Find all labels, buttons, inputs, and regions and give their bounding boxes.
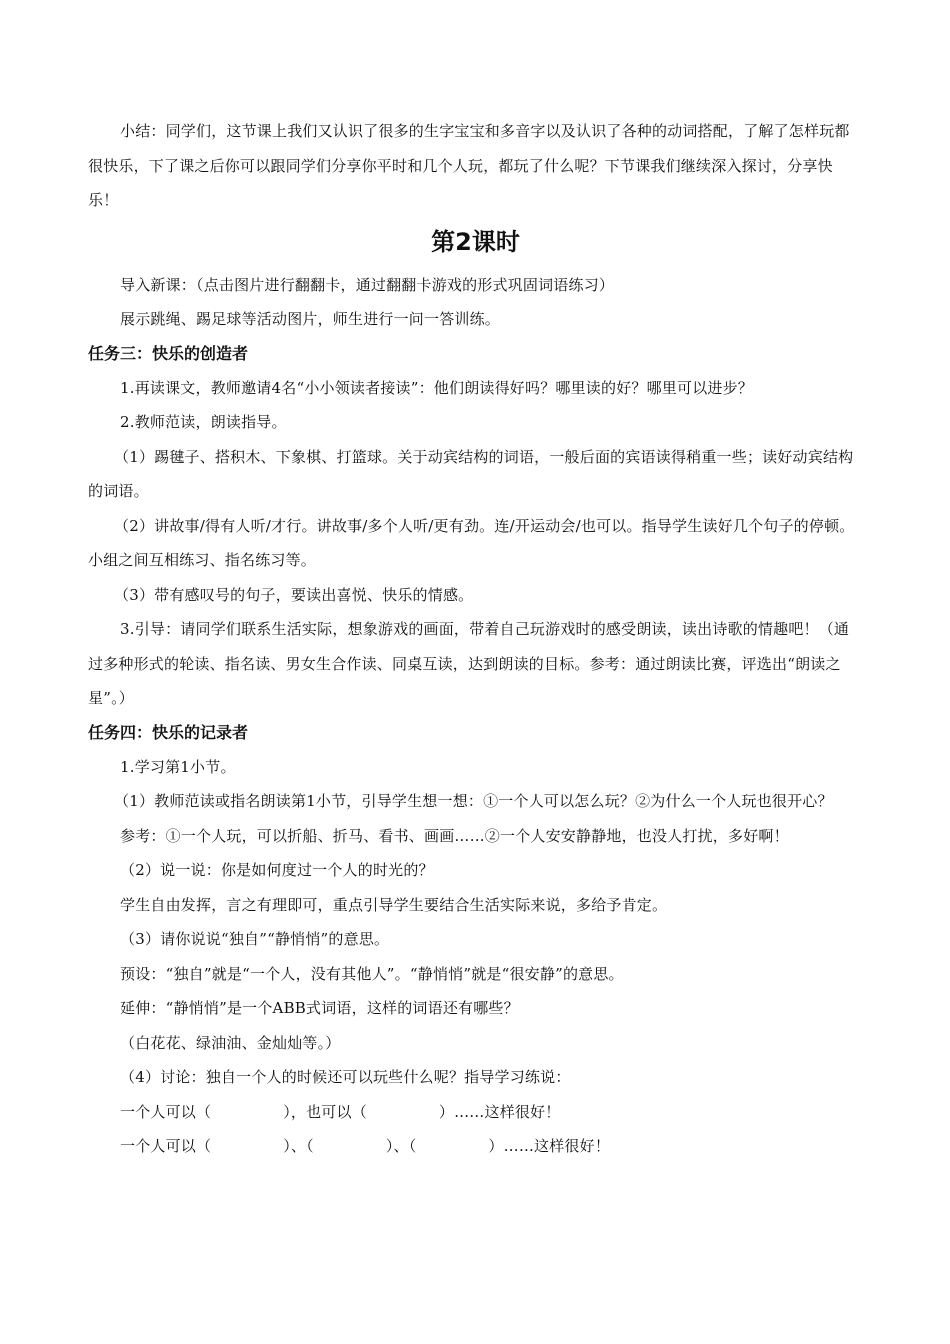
task3-heading: 任务三：快乐的创造者: [88, 343, 249, 363]
task4-examples: （白花花、绿油油、金灿灿等。）: [120, 1033, 341, 1052]
fill-pattern-2-part-a: 一个人可以（: [120, 1137, 212, 1155]
fill-pattern-2-part-d: ）……这样很好！: [488, 1137, 611, 1155]
task4-sub-1: （1）教师范读或指名朗读第1小节，引导学生想一想：①一个人可以怎么玩？②为什么一个人玩也很开心？: [114, 792, 833, 810]
fill-pattern-1-part-c: ）……这样很好！: [438, 1102, 561, 1121]
fill-pattern-1: [88, 1095, 863, 1130]
summary-paragraph: 小结：同学们，这节课上我们又认识了很多的生字宝宝和多音字以及认识了各种的动词搭配，了解了怎样玩都很快乐，下了课之后你可以跟同学们分享你平时和几个人玩，都玩了什么呢？下节课我们继续深入探讨，分享快乐！: [88, 122, 850, 209]
task3-sub-2: （2）讲故事/得有人听/才行。讲故事/多个人听/更有劲。连/开运动会/也可以。指导学生读好几个句子的停顿。小组之间互相练习、指名练习等。: [88, 516, 855, 569]
document-body: [88, 114, 863, 1164]
task4-free-response: 学生自由发挥，言之有理即可，重点引导学生要结合生活实际来说，多给予肯定。: [120, 895, 668, 914]
fill-pattern-2-part-c: ）、（: [385, 1137, 417, 1155]
fill-pattern-2-part-b: ）、（: [283, 1137, 314, 1155]
intro-line-2: 展示跳绳、踢足球等活动图片，师生进行一问一答训练。: [120, 310, 501, 328]
task4-reference-1: 参考：①一个人玩，可以折船、折马、看书、画画……②一个人安安静静地，也没人打扰，多好啊！: [120, 826, 789, 845]
task3-item-3: 3.引导：请同学们联系生活实际，想象游戏的画面，带着自己玩游戏时的感受朗读，读出诗歌的情趣吧！（通过多种形式的轮读、指名读、男女生合作读、同桌互读，达到朗读的目标。参考：通过朗读比赛，评选出“朗读之星”。）: [88, 620, 850, 707]
fill-pattern-1-part-b: ），也可以（: [283, 1102, 367, 1121]
task4-preset: 预设：“独自”就是“一个人，没有其他人”。“静悄悄”就是“很安静”的意思。: [120, 964, 624, 983]
task4-item-1: 1.学习第1小节。: [120, 757, 236, 776]
fill-pattern-2: [88, 1129, 863, 1164]
task3-item-1: 1.再读课文，教师邀请4名“小小领读者接读”：他们朗读得好吗？哪里读的好？哪里可以进步？: [120, 378, 753, 397]
task4-sub-4: （4）讨论：独自一个人的时候还可以玩些什么呢？指导学习练说：: [120, 1068, 571, 1086]
lesson-title: 第2课时: [431, 227, 520, 256]
task4-sub-3: （3）请你说说“独自”“静悄悄”的意思。: [120, 930, 390, 948]
intro-line-1: 导入新课：（点击图片进行翻翻卡，通过翻翻卡游戏的形式巩固词语练习）: [120, 275, 615, 294]
task3-sub-1: （1）踢毽子、搭积木、下象棋、打篮球。关于动宾结构的词语，一般后面的宾语读得稍重一些；读好动宾结构的词语。: [88, 447, 854, 500]
fill-pattern-1-part-a: 一个人可以（: [120, 1102, 212, 1121]
task4-heading: 任务四：快乐的记录者: [88, 722, 249, 742]
task4-extension: 延伸：“静悄悄”是一个ABB式词语，这样的词语还有哪些？: [120, 999, 519, 1017]
task3-sub-3: （3）带有感叹号的句子，要读出喜悦、快乐的情感。: [114, 585, 474, 604]
task4-sub-2: （2）说一说：你是如何度过一个人的时光的？: [120, 861, 434, 879]
task3-item-2: 2.教师范读，朗读指导。: [120, 413, 287, 431]
